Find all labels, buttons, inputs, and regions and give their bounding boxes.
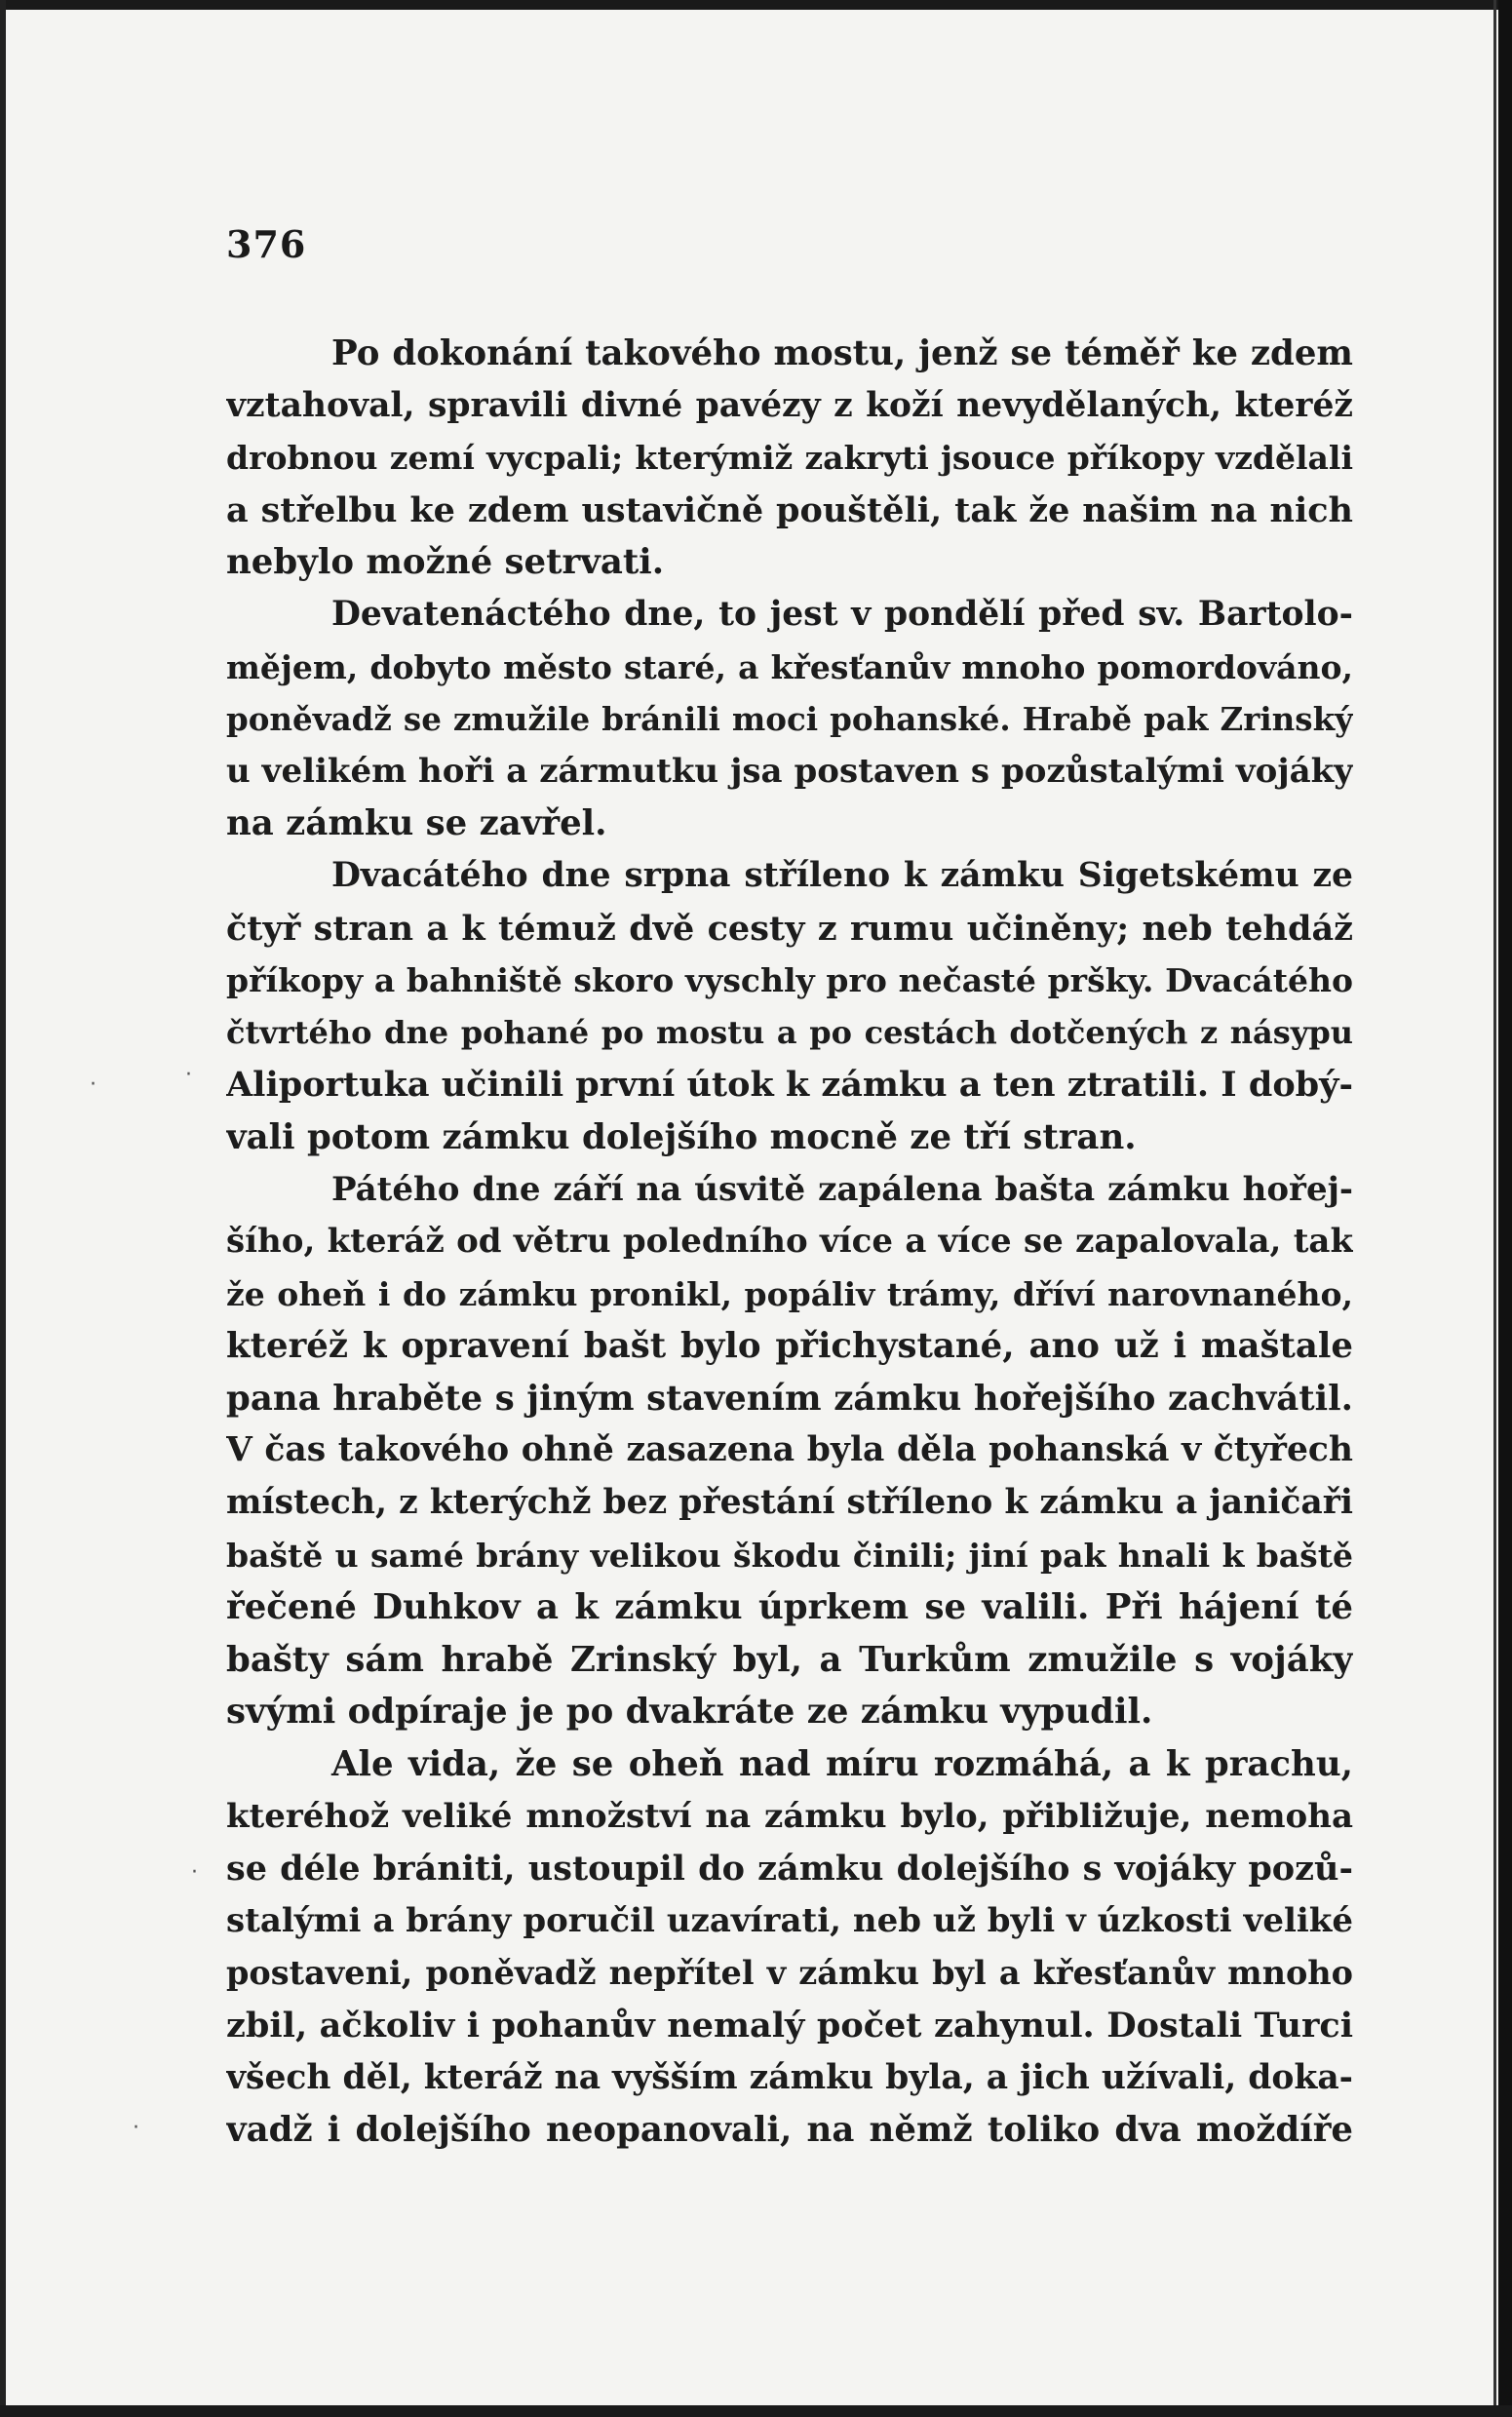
- scan-speck: ·: [185, 1063, 192, 1087]
- text-line: Po dokonání takového mostu, jenž se téměř ke zdem: [331, 333, 1353, 373]
- scan-speck: ·: [191, 1860, 198, 1885]
- text-line: postaveni, poněvadž nepřítel v zámku byl a křesťanův mnoho: [226, 1954, 1353, 1993]
- text-line: nebylo možné setrvati.: [226, 542, 665, 583]
- scan-left-border: [0, 0, 6, 2417]
- text-line: baště u samé brány velikou škodu činili; jiní pak hnali k baště: [226, 1536, 1353, 1575]
- text-line: u velikém hoři a zármutku jsa postaven s pozůstalými vojáky: [226, 751, 1353, 791]
- text-line: vztahoval, spravili divné pavézy z koží nevydělaných, kteréž: [226, 385, 1353, 425]
- text-line: Pátého dne září na úsvitě zapálena bašta zámku hořej-: [331, 1169, 1353, 1209]
- body-text: [226, 328, 1353, 2157]
- text-line: všech děl, kteráž na vyšším zámku byla, a jich užívali, doka-: [226, 2057, 1353, 2097]
- scan-right-border: [1498, 0, 1512, 2417]
- text-line: V čas takového ohně zasazena byla děla pohanská v čtyřech: [226, 1430, 1353, 1470]
- page-number: 376: [226, 222, 307, 266]
- scan-speck: ·: [133, 2116, 139, 2140]
- text-line: se déle brániti, ustoupil do zámku dolejšího s vojáky pozů-: [226, 1849, 1353, 1890]
- text-line: vadž i dolejšího neopanovali, na němž toliko dva moždíře: [226, 2110, 1353, 2151]
- text-line: Aliportuka učinili první útok k zámku a ten ztratili. I dobý-: [226, 1065, 1353, 1106]
- text-line: drobnou zemí vycpali; kterýmiž zakryti jsouce příkopy vzdělali: [226, 439, 1353, 478]
- text-line: že oheň i do zámku pronikl, popáliv trámy, dříví narovnaného,: [226, 1274, 1353, 1313]
- text-line: šího, kteráž od větru poledního více a více se zapalovala, tak: [226, 1222, 1353, 1262]
- text-line: čtvrtého dne pohané po mostu a po cestách dotčených z násypu: [226, 1013, 1353, 1051]
- text-line: příkopy a bahniště skoro vyschly pro nečasté pršky. Dvacátého: [226, 961, 1353, 1000]
- text-line: vali potom zámku dolejšího mocně ze tří stran.: [226, 1116, 1137, 1157]
- scan-bottom-border: [0, 2405, 1512, 2417]
- text-line: mějem, dobyto město staré, a křesťanův mnoho pomordováno,: [226, 647, 1353, 686]
- text-line: kteréž k opravení bašt bylo přichystané, ano už i maštale: [226, 1326, 1353, 1367]
- text-line: místech, z kterýchž bez přestání stříleno k zámku a janičaři: [226, 1483, 1353, 1523]
- text-line: Devatenáctého dne, to jest v pondělí před sv. Bartolo-: [331, 594, 1353, 634]
- text-line: poněvadž se zmužile bránili moci pohanské. Hrabě pak Zrinský: [226, 700, 1353, 739]
- text-line: Dvacátého dne srpna stříleno k zámku Sigetskému ze: [331, 855, 1353, 895]
- text-line: stalými a brány poručil uzavírati, neb už byli v úzkosti veliké: [226, 1900, 1353, 1940]
- scan-speck: ·: [90, 1072, 97, 1097]
- text-line: kteréhož veliké množství na zámku bylo, přibližuje, nemoha: [226, 1796, 1353, 1836]
- scan-top-border: [0, 0, 1512, 10]
- text-line: na zámku se zavřel.: [226, 803, 607, 844]
- text-line: bašty sám hrabě Zrinský byl, a Turkům zmužile s vojáky: [226, 1639, 1353, 1680]
- text-line: zbil, ačkoliv i pohanův nemalý počet zahynul. Dostali Turci: [226, 2006, 1353, 2046]
- text-line: čtyř stran a k témuž dvě cesty z rumu učiněny; neb tehdáž: [226, 908, 1353, 949]
- text-line: řečené Duhkov a k zámku úprkem se valili. Při hájení té: [226, 1587, 1353, 1628]
- text-line: pana hraběte s jiným stavením zámku hořejšího zachvátil.: [226, 1378, 1353, 1419]
- scan-gutter-line: [1493, 0, 1496, 2417]
- text-line: a střelbu ke zdem ustavičně pouštěli, tak že našim na nich: [226, 489, 1353, 530]
- text-line: Ale vida, že se oheň nad míru rozmáhá, a k prachu,: [331, 1744, 1353, 1785]
- text-line: svými odpíraje je po dvakráte ze zámku vypudil.: [226, 1692, 1153, 1733]
